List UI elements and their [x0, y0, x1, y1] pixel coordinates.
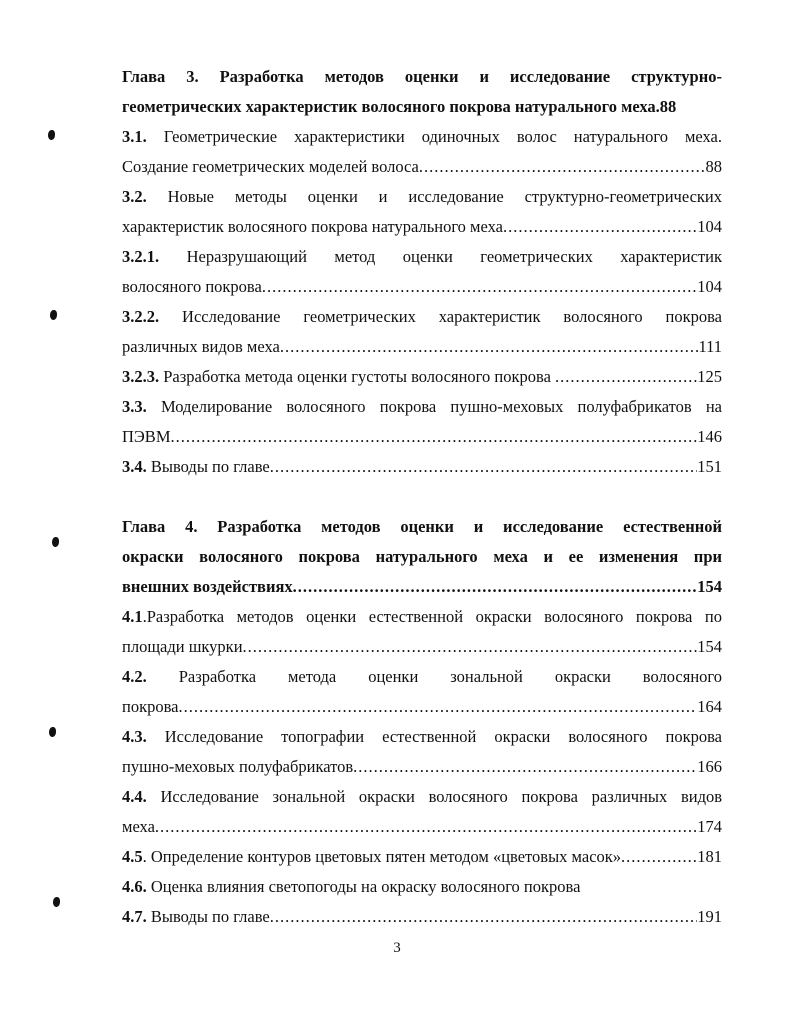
- toc-entry-3-2-1-line1: [122, 242, 722, 272]
- leader-dots: [280, 332, 699, 362]
- section-title: .Разработка методов оценки естественной окраски волосяного покрова по: [142, 607, 722, 626]
- section-title: . Определение контуров цветовых пятен методом «цветовых масок»: [142, 847, 622, 866]
- binding-hole-mark: [49, 727, 56, 737]
- chapter4-page: 154: [697, 577, 722, 596]
- section-number: 4.3.: [122, 727, 147, 746]
- section-page: 125: [697, 367, 722, 386]
- toc-entry-3-4: [122, 452, 722, 482]
- toc-entry-4-2-line1: [122, 662, 722, 692]
- toc-entry-4-3-line1: [122, 722, 722, 752]
- section-number: 4.7.: [122, 907, 147, 926]
- binding-hole-mark: [53, 897, 60, 907]
- chapter4-heading-text: внешних воздействиях: [122, 577, 293, 596]
- section-number: 3.2.2.: [122, 307, 160, 326]
- section-number: 4.2.: [122, 667, 147, 686]
- toc-entry-3-3-line1: [122, 392, 722, 422]
- toc-entry-3-2-line1: [122, 182, 722, 212]
- binding-hole-mark: [48, 130, 55, 140]
- section-page: 164: [697, 697, 722, 716]
- section-title: площади шкурки: [122, 637, 243, 656]
- section-number: 3.2.1.: [122, 247, 160, 266]
- section-page: 104: [697, 217, 722, 236]
- section-title: Исследование топографии естественной окраски волосяного покрова: [164, 727, 722, 746]
- chapter3-heading-line1: Глава 3. Разработка методов оценки и исследование структурно-: [122, 67, 722, 86]
- section-title: Исследование зональной окраски волосяного покрова различных видов: [160, 787, 722, 806]
- section-title: Разработка метода оценки густоты волосяного покрова: [163, 367, 551, 386]
- chapter3-heading-text: геометрических характеристик волосяного покрова натурального меха.: [122, 97, 660, 116]
- section-title: различных видов меха: [122, 337, 280, 356]
- section-title: покрова: [122, 697, 179, 716]
- section-title: Создание геометрических моделей волоса: [122, 157, 419, 176]
- page-number: 3: [393, 940, 401, 956]
- section-title: Выводы по главе: [150, 907, 270, 926]
- section-title: Геометрические характеристики одиночных волос натурального меха.: [163, 127, 722, 146]
- leader-dots: [270, 902, 698, 932]
- section-page: 154: [697, 637, 722, 656]
- leader-dots: [503, 212, 697, 242]
- section-number: 4.5: [122, 847, 143, 866]
- section-page: 181: [697, 847, 722, 866]
- leader-dots: [293, 572, 698, 602]
- toc-entry-4-4-line2: [122, 812, 722, 842]
- toc-entry-3-2-1-line2: [122, 272, 722, 302]
- chapter4-heading-line1: Глава 4. Разработка методов оценки и исследование естественной: [122, 517, 722, 536]
- chapter4-heading-line2: окраски волосяного покрова натурального меха и ее изменения при: [122, 547, 722, 566]
- section-page: 174: [697, 817, 722, 836]
- section-page: 104: [697, 277, 722, 296]
- section-title: волосяного покрова: [122, 277, 262, 296]
- section-title: Разработка метода оценки зональной окраски волосяного: [178, 667, 722, 686]
- leader-dots: [179, 692, 698, 722]
- leader-dots: [155, 812, 697, 842]
- toc-entry-3-2-3: [122, 362, 722, 392]
- toc-entry-3-2-line2: [122, 212, 722, 242]
- toc-entry-4-1-line2: [122, 632, 722, 662]
- toc-entry-3-1-line1: [122, 122, 722, 152]
- section-title: меха: [122, 817, 155, 836]
- section-title: Моделирование волосяного покрова пушно-меховых полуфабрикатов на: [160, 397, 722, 416]
- binding-hole-mark: [52, 537, 59, 547]
- leader-dots: [171, 422, 698, 452]
- section-number: 4.4.: [122, 787, 147, 806]
- toc-entry-3-2-2-line1: [122, 302, 722, 332]
- toc-entry-4-5: [122, 842, 722, 872]
- toc-entry-4-2-line2: [122, 692, 722, 722]
- section-title: Новые методы оценки и исследование структурно-геометрических: [167, 187, 722, 206]
- section-number: 3.2.3.: [122, 367, 160, 386]
- section-number: 3.3.: [122, 397, 147, 416]
- chapter3-heading-line2: [122, 92, 722, 122]
- section-title: Неразрушающий метод оценки геометрических характеристик: [186, 247, 722, 266]
- section-page: 146: [697, 427, 722, 446]
- section-number: 4.1: [122, 607, 143, 626]
- section-page: 111: [698, 337, 722, 356]
- toc-entry-3-1-line2: [122, 152, 722, 182]
- section-number: 3.2.: [122, 187, 147, 206]
- toc-entry-4-7: [122, 902, 722, 932]
- section-title: пушно-меховых полуфабрикатов: [122, 757, 354, 776]
- toc-entry-4-3-line2: [122, 752, 722, 782]
- section-page: 151: [697, 457, 722, 476]
- section-title: характеристик волосяного покрова натурального меха: [122, 217, 503, 236]
- section-title: Выводы по главе: [150, 457, 270, 476]
- section-page: 166: [697, 757, 722, 776]
- toc-entry-3-2-2-line2: [122, 332, 722, 362]
- leader-dots: [262, 272, 697, 302]
- leader-dots: [621, 842, 697, 872]
- section-number: 3.4.: [122, 457, 147, 476]
- binding-hole-mark: [50, 310, 57, 320]
- toc-entry-4-6: [122, 872, 722, 902]
- toc-entry-4-4-line1: [122, 782, 722, 812]
- leader-dots: [419, 152, 706, 182]
- section-page: 191: [697, 907, 722, 926]
- chapter3-page: 88: [659, 97, 677, 116]
- leader-dots: [555, 362, 697, 392]
- section-title: Исследование геометрических характеристик волосяного покрова: [182, 307, 722, 326]
- chapter4-heading-line3: [122, 572, 722, 602]
- section-title: ПЭВМ: [122, 427, 171, 446]
- section-number: 4.6.: [122, 877, 147, 896]
- section-page: 88: [705, 157, 722, 176]
- toc-entry-4-1-line1: [122, 602, 722, 632]
- leader-dots: [243, 632, 698, 662]
- section-number: 3.1.: [122, 127, 147, 146]
- toc-entry-3-3-line2: [122, 422, 722, 452]
- section-title: Оценка влияния светопогоды на окраску волосяного покрова: [150, 877, 581, 896]
- leader-dots: [270, 452, 698, 482]
- leader-dots: [353, 752, 697, 782]
